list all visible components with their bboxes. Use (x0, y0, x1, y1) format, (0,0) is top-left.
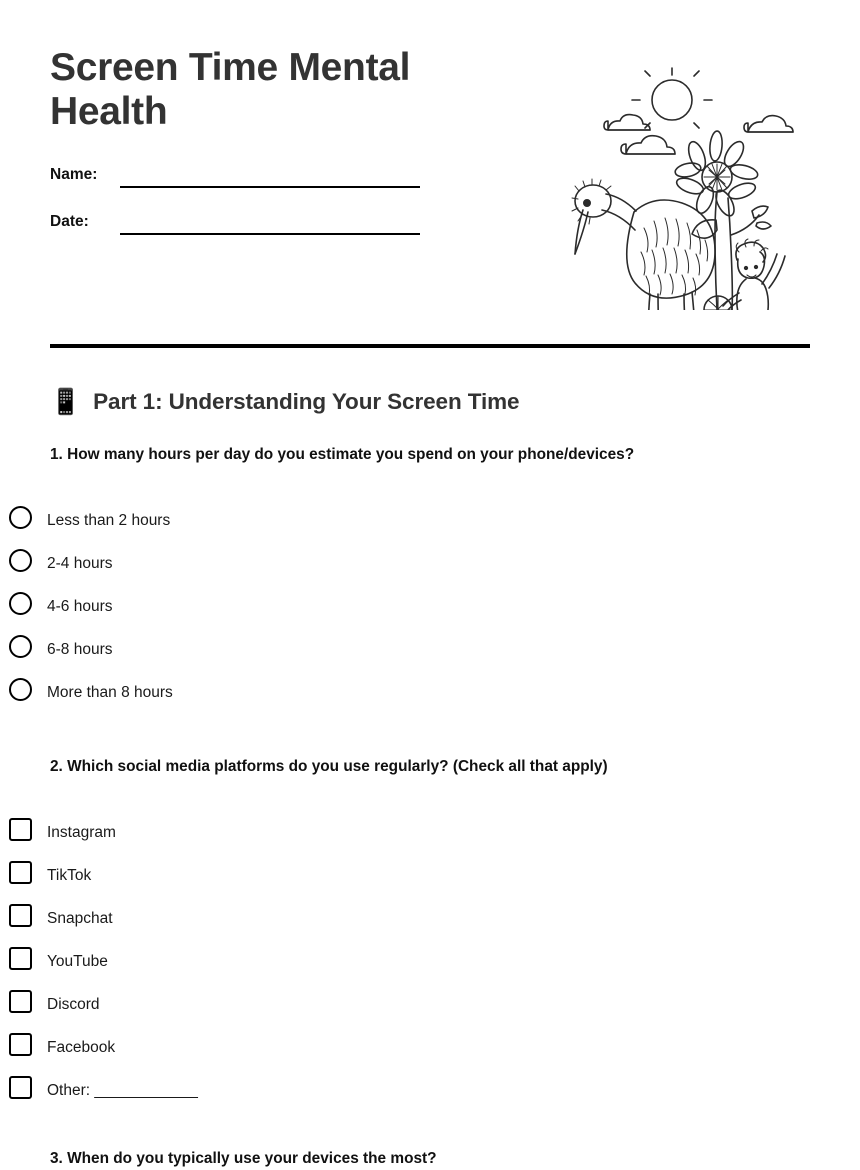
radio-option-label: Less than 2 hours (47, 511, 171, 529)
radio-button-icon[interactable] (9, 506, 32, 529)
name-field-row (50, 164, 430, 188)
date-field-row (50, 211, 430, 235)
radio-option-label: 4-6 hours (47, 597, 113, 615)
checkbox-option[interactable] (0, 1069, 700, 1112)
question-2 (50, 756, 830, 778)
document-header (50, 46, 810, 296)
checkbox-option-label: Instagram (47, 823, 116, 841)
question-2-text: 2. Which social media platforms do you use regularly? (Check all that apply) (50, 758, 608, 775)
radio-option[interactable] (0, 542, 700, 585)
radio-option[interactable] (0, 628, 700, 671)
checkbox-option[interactable] (0, 1026, 700, 1069)
radio-button-icon[interactable] (9, 592, 32, 615)
radio-button-icon[interactable] (9, 635, 32, 658)
sun-icon (632, 68, 712, 128)
date-field-label: Date: (50, 213, 89, 230)
radio-option[interactable] (0, 585, 700, 628)
checkbox-option[interactable] (0, 940, 700, 983)
radio-option[interactable] (0, 671, 700, 714)
header-illustration (566, 60, 810, 310)
radio-button-icon[interactable] (9, 549, 32, 572)
checkbox-option[interactable] (0, 854, 700, 897)
checkbox-icon[interactable] (9, 904, 32, 927)
radio-button-icon[interactable] (9, 678, 32, 701)
date-field-input-line[interactable] (120, 233, 420, 235)
question-1-text: 1. How many hours per day do you estimate you spend on your phone/devices? (50, 446, 635, 463)
checkbox-option-label: Facebook (47, 1038, 116, 1056)
header-divider (50, 344, 810, 348)
name-field-input-line[interactable] (120, 186, 420, 188)
question-1 (50, 444, 830, 466)
checkbox-icon[interactable] (9, 1033, 32, 1056)
title-block (50, 46, 450, 134)
kiwi-bird-icon (572, 179, 715, 310)
checkbox-icon[interactable] (9, 990, 32, 1013)
question-3-text: 3. When do you typically use your devices the most? (50, 1150, 437, 1167)
page-title: Screen Time Mental Health (50, 46, 411, 133)
radio-option[interactable] (0, 499, 700, 542)
cloud-icon-left (604, 115, 650, 130)
checkbox-option[interactable] (0, 811, 700, 854)
name-field-label: Name: (50, 166, 98, 183)
checkbox-icon[interactable] (9, 1076, 32, 1099)
checkbox-option-label: Discord (47, 995, 100, 1013)
cloud-icon-mid (621, 136, 675, 154)
radio-option-label: 2-4 hours (47, 554, 113, 572)
question-3 (50, 1148, 830, 1170)
sunflower-icon (674, 131, 771, 310)
checkbox-option-label: TikTok (47, 866, 92, 884)
radio-option-label: More than 8 hours (47, 683, 173, 701)
checkbox-icon[interactable] (9, 947, 32, 970)
checkbox-option[interactable] (0, 983, 700, 1026)
checkbox-icon[interactable] (9, 818, 32, 841)
checkbox-option-label-other[interactable]: Other: ____________ (47, 1081, 198, 1099)
question-2-options (0, 811, 700, 1112)
checkbox-icon[interactable] (9, 861, 32, 884)
section-header (50, 386, 519, 418)
cloud-icon-right (744, 116, 793, 132)
checkbox-option[interactable] (0, 897, 700, 940)
section-title: Part 1: Understanding Your Screen Time (93, 389, 520, 414)
checkbox-option-label: YouTube (47, 952, 108, 970)
question-1-options (0, 499, 700, 714)
mobile-phone-icon: 📱 (50, 388, 82, 416)
radio-option-label: 6-8 hours (47, 640, 113, 658)
checkbox-option-label: Snapchat (47, 909, 113, 927)
